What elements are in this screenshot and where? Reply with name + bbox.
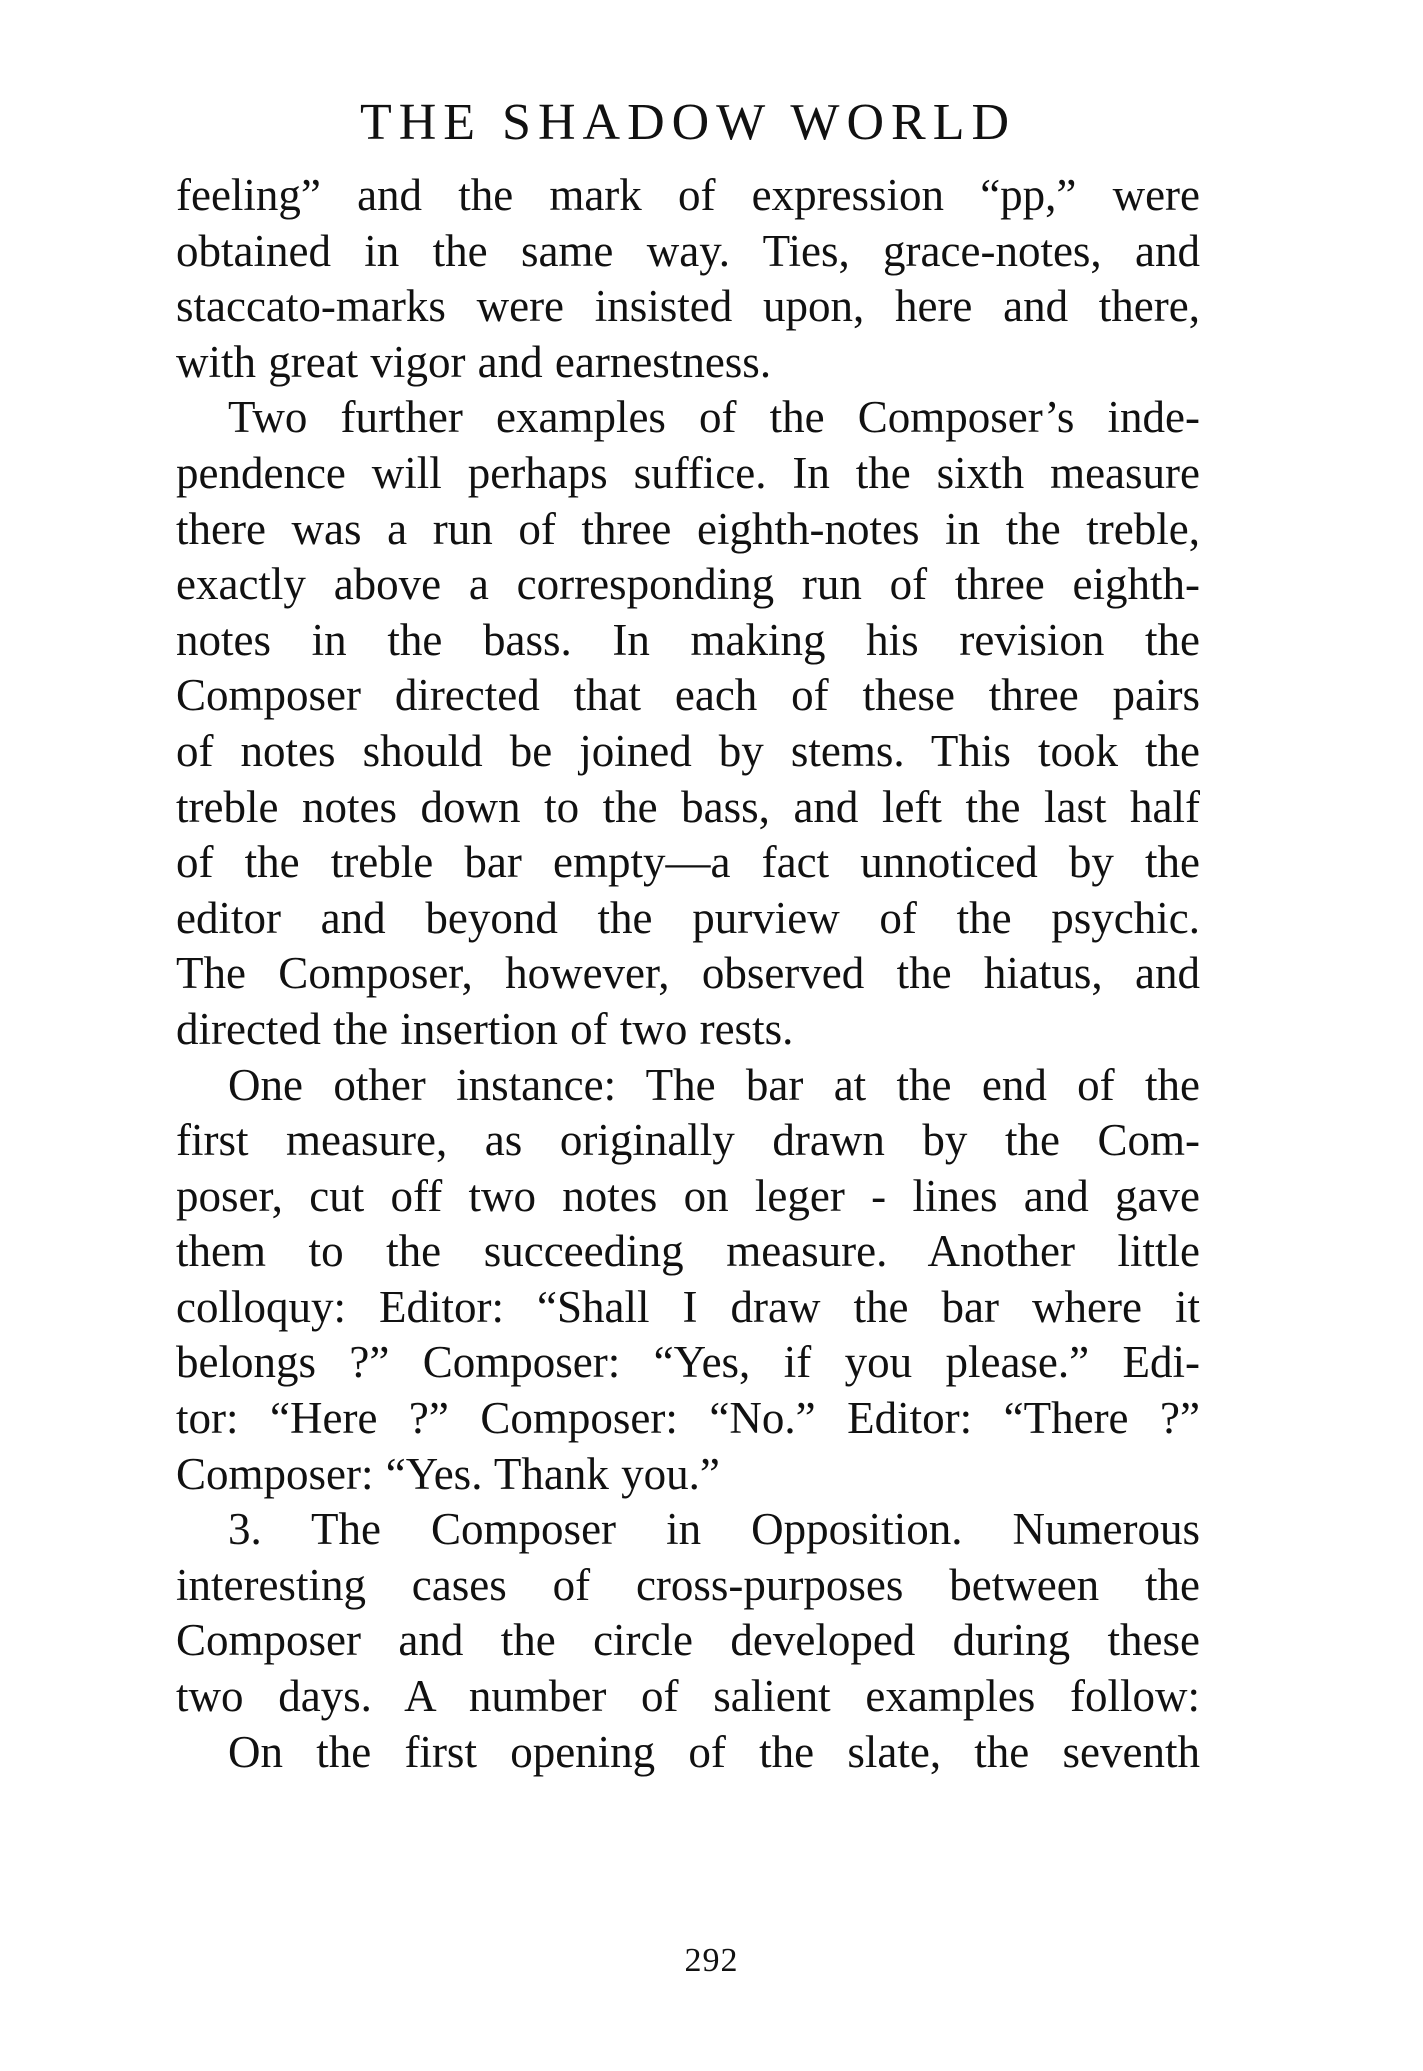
text-line: obtained in the same way. Ties, grace-notes, and [176,225,1200,276]
text-line: two days. A number of salient examples follow: [176,1671,1200,1722]
text-line: of notes should be joined by stems. This took the [176,725,1200,776]
text-line: Composer and the circle developed during these [176,1615,1200,1666]
text-line: tor: “Here ?” Composer: “No.” Editor: “There ?” [176,1393,1200,1444]
page-number: 292 [684,1942,739,1979]
text-line: 3. The Composer in Opposition. Numerous [228,1504,1200,1555]
text-line: Two further examples of the Composer’s inde- [228,392,1200,443]
text-line: first measure, as originally drawn by the Com- [176,1115,1200,1166]
text-line: poser, cut off two notes on leger - lines and gave [176,1170,1200,1221]
text-line: them to the succeeding measure. Another little [176,1226,1200,1277]
text-line: One other instance: The bar at the end of the [228,1059,1200,1110]
text-line: belongs ?” Composer: “Yes, if you please.” Edi- [176,1337,1200,1388]
text-line: Composer directed that each of these three pairs [176,670,1200,721]
text-line: there was a run of three eighth-notes in the treble, [176,503,1200,554]
text-line: interesting cases of cross-purposes between the [176,1559,1200,1610]
text-line: On the first opening of the slate, the seventh [228,1726,1200,1777]
running-head: THE SHADOW WORLD [359,94,1017,151]
text-line: Composer: “Yes. Thank you.” [176,1448,720,1499]
text-line: The Composer, however, observed the hiatus, and [176,948,1200,999]
text-line: directed the insertion of two rests. [176,1003,794,1054]
text-line: exactly above a corresponding run of three eighth- [176,559,1200,610]
text-line: notes in the bass. In making his revision the [176,614,1200,665]
text-line: treble notes down to the bass, and left the last half [176,781,1200,832]
text-line: of the treble bar empty—a fact unnoticed by the [176,837,1200,888]
text-line: colloquy: Editor: “Shall I draw the bar where it [176,1281,1200,1332]
text-line: pendence will perhaps suffice. In the sixth measure [176,447,1200,498]
text-line: feeling” and the mark of expression “pp,” were [176,170,1200,220]
body-text [176,168,1200,1780]
text-line: editor and beyond the purview of the psychic. [176,892,1200,943]
text-line: with great vigor and earnestness. [176,336,772,387]
text-line: staccato-marks were insisted upon, here and there, [176,281,1200,332]
book-page [176,88,1200,1780]
